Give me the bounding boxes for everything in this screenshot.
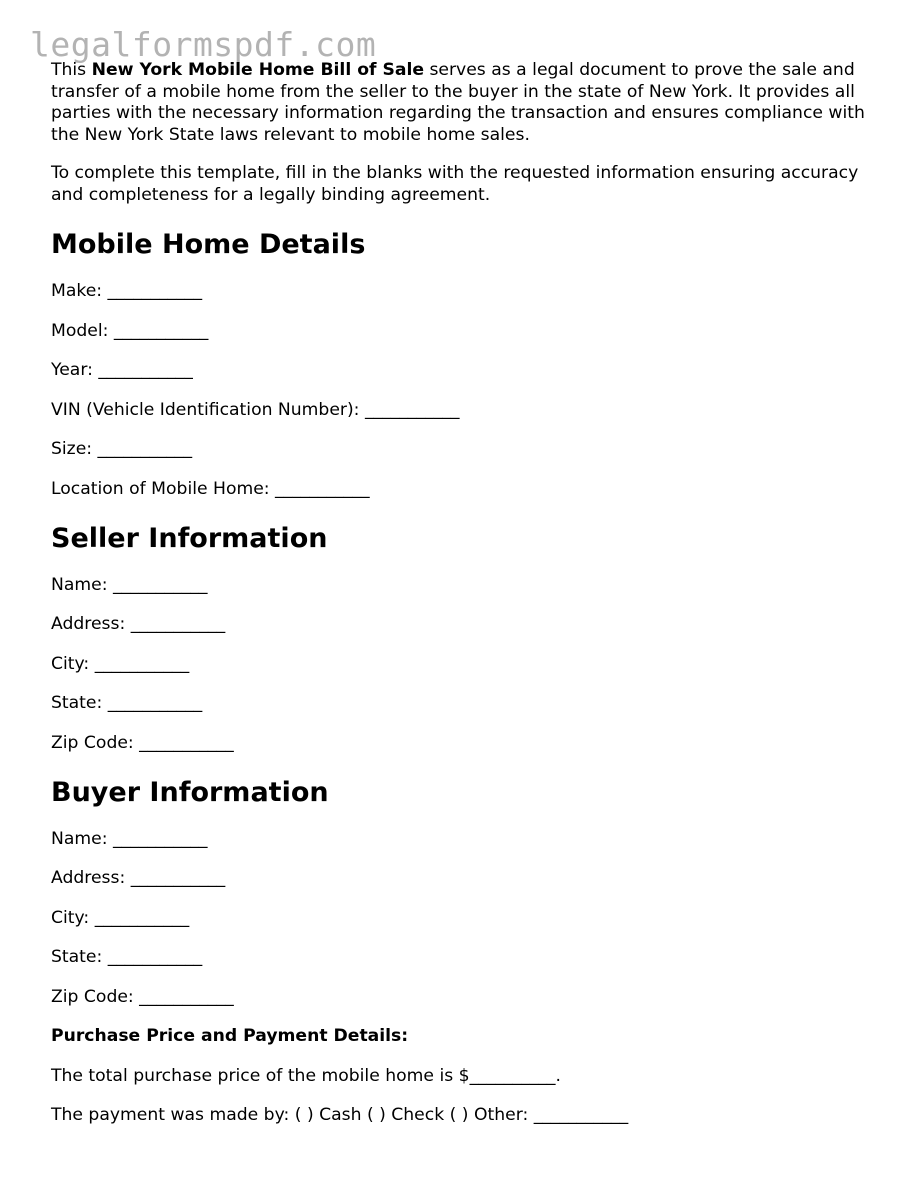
intro-document-title: New York Mobile Home Bill of Sale (91, 60, 424, 80)
buyer-field-state: State: ___________ (51, 947, 203, 967)
buyer-information-heading: Buyer Information (51, 776, 329, 808)
intro-text-start: This (51, 60, 92, 80)
instructions-paragraph: To complete this template, fill in the blanks with the requested information ensuring accuracy and completeness for a legally binding agreement. (51, 163, 859, 205)
intro-text-end: serves as a legal document to prove the sale and transfer of a mobile home from the seller to the buyer in the state of New York. It provides all parties with the necessary information regarding the transaction and ensures compliance with the New York State laws relevant to mobile home sales. (51, 60, 865, 145)
payment-method-line: The payment was made by: ( ) Cash ( ) Check ( ) Other: ___________ (51, 1105, 629, 1125)
buyer-field-city: City: ___________ (51, 907, 190, 928)
watermark: legalformspdf.com (30, 25, 377, 64)
document-page (51, 60, 881, 1126)
mobile-home-details-heading: Mobile Home Details (51, 229, 366, 260)
buyer-field-zip: Zip Code: ___________ (51, 986, 234, 1007)
field-year: Year: ___________ (51, 360, 193, 380)
seller-information-heading: Seller Information (51, 522, 328, 554)
field-model: Model: ___________ (51, 320, 209, 341)
intro-paragraph (51, 60, 881, 146)
seller-field-zip: Zip Code: ___________ (51, 732, 234, 753)
field-size: Size: ___________ (51, 439, 193, 459)
buyer-field-name: Name: ___________ (51, 828, 208, 849)
field-make: Make: ___________ (51, 281, 203, 301)
field-location: Location of Mobile Home: ___________ (51, 478, 370, 499)
buyer-field-address: Address: ___________ (51, 868, 226, 888)
seller-field-name: Name: ___________ (51, 574, 208, 595)
seller-field-state: State: ___________ (51, 693, 203, 713)
payment-details-heading: Purchase Price and Payment Details: (51, 1026, 409, 1046)
seller-field-address: Address: ___________ (51, 614, 226, 634)
purchase-price-line: The total purchase price of the mobile home is $__________. (51, 1065, 561, 1086)
seller-field-city: City: ___________ (51, 653, 190, 674)
field-vin: VIN (Vehicle Identification Number): ___________ (51, 399, 460, 420)
